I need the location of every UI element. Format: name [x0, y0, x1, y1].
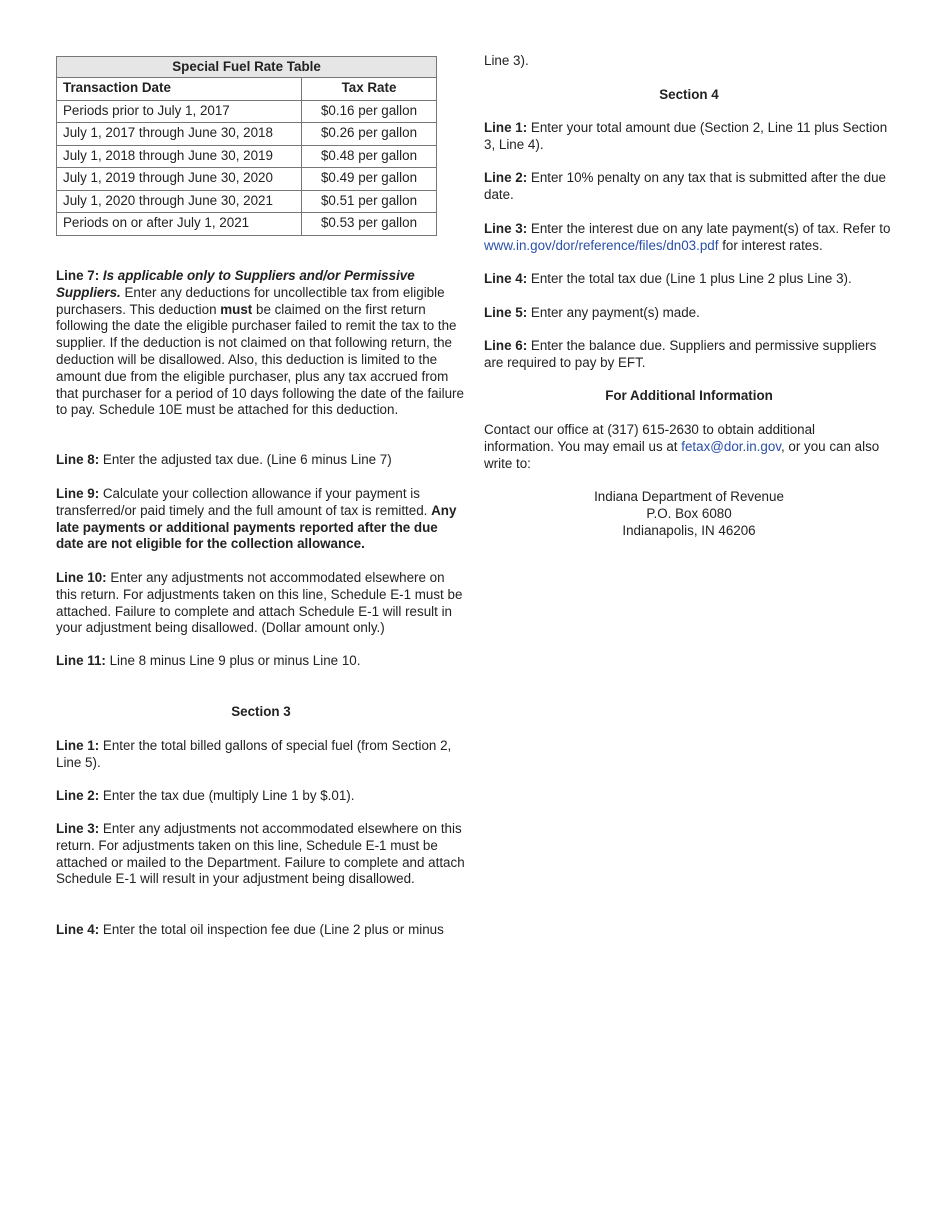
contact-text-post: , or you can also write to: [484, 438, 880, 471]
column-header-transaction-date: Transaction Date [57, 78, 302, 101]
line9-bold-note: Any late payments or additional payments reported after the due date are not eligible for the collection allowance. [56, 502, 457, 552]
line-label: Line 1: [484, 120, 528, 135]
section3-heading: Section 3 [231, 704, 291, 719]
line7-text-continued: be claimed on the first return following the date the eligible purchaser failed to remit the tax to the supplier. If the deduction is not claimed on that following return, the deduction will be disallowed. Also, this deduction is limited to the amount due from the eligible purchaser, plus any tax accrued from that purchaser for a period of 10 days following the date of the failure to pay. Schedule 10E must be attached for this deduction. [56, 301, 464, 418]
line7-must: must [220, 301, 253, 317]
transaction-date: July 1, 2017 through June 30, 2018 [57, 123, 302, 146]
section3-line1 [56, 738, 466, 772]
section4-line5 [484, 305, 899, 322]
tax-rate: $0.49 per gallon [302, 168, 437, 191]
line-text: Enter the tax due (multiply Line 1 by $.01). [102, 788, 355, 803]
line7-emphasis: Is applicable only to Suppliers and/or Permissive Suppliers. [56, 268, 415, 300]
address-line: Indiana Department of Revenue [594, 489, 784, 504]
line-label: Line 2: [56, 788, 100, 803]
table-row [57, 190, 437, 213]
address-line: Indianapolis, IN 46206 [622, 522, 756, 538]
column-header-tax-rate: Tax Rate [302, 78, 437, 101]
line-text: Enter the total billed gallons of special fuel (from Section 2, Line 5). [56, 738, 452, 770]
interest-rates-link[interactable]: www.in.gov/dor/reference/files/dn03.pdf [484, 237, 719, 253]
mailing-address [484, 489, 894, 539]
tax-rate: $0.16 per gallon [302, 100, 437, 123]
table-row [57, 123, 437, 146]
tax-rate: $0.48 per gallon [302, 145, 437, 168]
section3-line4 [56, 922, 468, 939]
line4-continuation: Line 3). [484, 53, 529, 68]
transaction-date: Periods prior to July 1, 2017 [57, 100, 302, 123]
line-label: Line 1: [56, 738, 100, 753]
line-label: Line 6: [484, 338, 528, 353]
section4-line1 [484, 120, 899, 154]
line9-paragraph [56, 486, 466, 553]
line-label: Line 9: [56, 486, 100, 501]
tax-rate: $0.53 per gallon [302, 213, 437, 236]
line-text: Enter the total tax due (Line 1 plus Line 2 plus Line 3). [530, 271, 852, 286]
section4-line2 [484, 170, 899, 204]
line-text: Enter your total amount due (Section 2, Line 11 plus Section 3, Line 4). [484, 120, 888, 152]
line-label: Line 11: [56, 653, 106, 668]
transaction-date: Periods on or after July 1, 2021 [57, 213, 302, 236]
line-label: Line 4: [484, 271, 528, 286]
line9-text: Calculate your collection allowance if your payment is transferred/or paid timely and the full amount of tax is remitted. [56, 486, 428, 518]
table-row [57, 168, 437, 191]
line10-paragraph [56, 570, 466, 637]
line-text: Enter the balance due. Suppliers and permissive suppliers are required to pay by EFT. [484, 338, 877, 370]
tax-rate: $0.51 per gallon [302, 190, 437, 213]
transaction-date: July 1, 2018 through June 30, 2019 [57, 145, 302, 168]
line7-paragraph [56, 268, 466, 419]
line-label: Line 7: [56, 268, 100, 283]
line-label: Line 8: [56, 452, 100, 467]
line-text: Enter any payment(s) made. [530, 305, 700, 320]
section4-line3 [484, 221, 899, 255]
transaction-date: July 1, 2019 through June 30, 2020 [57, 168, 302, 191]
special-fuel-rate-table [56, 56, 437, 236]
contact-paragraph [484, 422, 884, 472]
line-label: Line 4: [56, 922, 100, 937]
tax-rate: $0.26 per gallon [302, 123, 437, 146]
line-text: Enter the total oil inspection fee due (Line 2 plus or minus [102, 922, 444, 937]
line10-text: Enter any adjustments not accommodated elsewhere on this return. For adjustments taken on this line, Schedule E-1 must be attached. Failure to complete and attach Schedule E-1 will result in your adjustment being disallowed. (Dollar amount only.) [56, 570, 463, 636]
section4-line6 [484, 338, 899, 372]
line-text-post: for interest rates. [722, 237, 823, 253]
line-label: Line 3: [484, 221, 528, 236]
line-label: Line 2: [484, 170, 528, 185]
email-link[interactable]: fetax@dor.in.gov [681, 438, 781, 454]
line8-paragraph [56, 452, 466, 469]
line-text: Enter 10% penalty on any tax that is submitted after the due date. [484, 170, 886, 202]
section3-line2 [56, 788, 466, 805]
table-row [57, 213, 437, 236]
table-title: Special Fuel Rate Table [57, 57, 437, 78]
line-label: Line 3: [56, 821, 100, 836]
address-line: P.O. Box 6080 [646, 505, 732, 521]
line11-text: Line 8 minus Line 9 plus or minus Line 10. [109, 653, 361, 668]
line-text: Enter the interest due on any late payment(s) of tax. Refer to [530, 221, 891, 236]
contact-text: Contact our office at (317) 615-2630 to obtain additional information. You may email us at [484, 422, 816, 454]
section4-line4 [484, 271, 899, 288]
line8-text: Enter the adjusted tax due. (Line 6 minus Line 7) [102, 452, 392, 467]
table-row [57, 100, 437, 123]
additional-info-heading: For Additional Information [605, 388, 773, 403]
line-label: Line 10: [56, 570, 107, 585]
section4-heading: Section 4 [659, 87, 719, 102]
section3-line3 [56, 821, 466, 888]
line11-paragraph [56, 653, 466, 670]
transaction-date: July 1, 2020 through June 30, 2021 [57, 190, 302, 213]
line-text: Enter any adjustments not accommodated elsewhere on this return. For adjustments taken on this line, Schedule E-1 must be attached or mailed to the Department. Failure to complete and attach Schedule E-1 will result in your adjustment being disallowed. [56, 821, 465, 887]
line7-text: Enter any deductions for uncollectible tax from eligible purchasers. This deduction [56, 284, 445, 317]
line-label: Line 5: [484, 305, 528, 320]
table-row [57, 145, 437, 168]
